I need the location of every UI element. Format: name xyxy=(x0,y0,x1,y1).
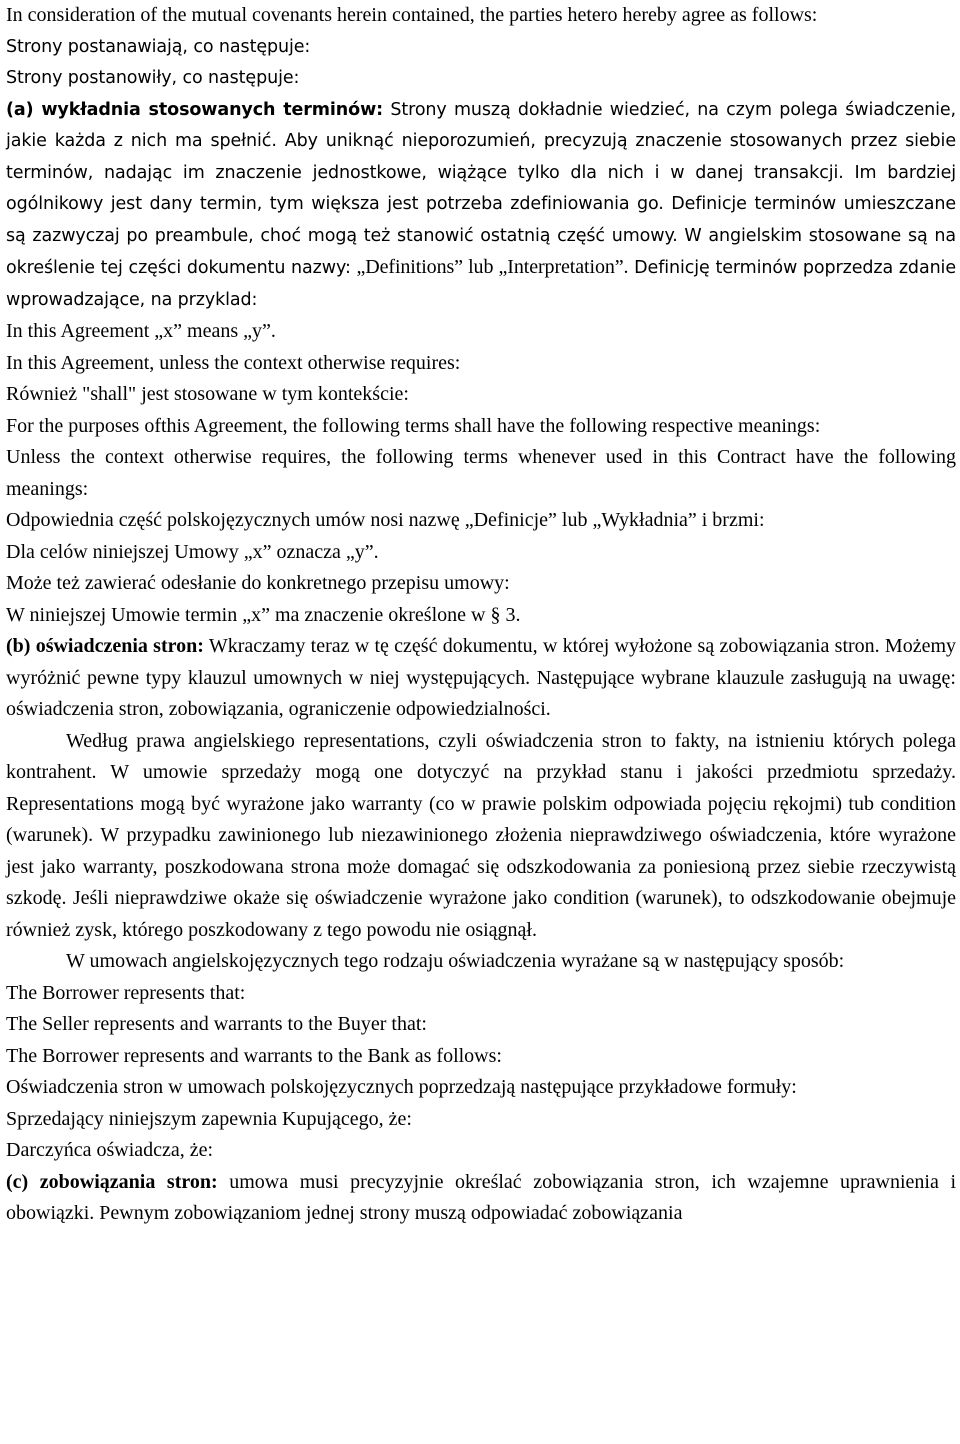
example-dla-celow: Dla celów niniejszej Umowy „x” oznacza „y”. xyxy=(6,540,379,563)
document-page xyxy=(6,0,956,1230)
section-a-heading: (a) wykładnia stosowanych terminów: xyxy=(6,99,384,120)
example-niniejszej-umowie: W niniejszej Umowie termin „x” ma znaczenie określone w § 3. xyxy=(6,603,521,626)
section-b-text: Wkraczamy teraz w tę część dokumentu, w której wyłożone są zobowiązania stron. Możemy wyróżnić pewne typy klauzul umownych w niej występujących. Następujące wybrane klauzule zasługują na uwagę: oświadczenia stron, zobowiązania, ograniczenie odpowiedzialności. xyxy=(6,635,957,720)
paragraph-covenants: In consideration of the mutual covenants herein contained, the parties hetero hereby agree as follows: xyxy=(6,4,818,26)
paragraph-shall: Również "shall" jest stosowane w tym kontekście: xyxy=(6,383,409,405)
example-borrower: The Borrower represents that: xyxy=(6,981,246,1004)
example-contract: Unless the context otherwise requires, the following terms whenever used in this Contract have the following meanings: xyxy=(6,446,956,500)
example-means: In this Agreement „x” means „y”. xyxy=(6,320,276,342)
section-c-text: umowa musi precyzyjnie określać zobowiązania stron, ich wzajemne uprawnienia i obowiązki. Pewnym zobowiązaniom jednej strony muszą odpowiadać zobowiązania xyxy=(6,1170,957,1224)
example-borrower-bank: The Borrower represents and warrants to the Bank as follows: xyxy=(6,1044,502,1067)
paragraph-formuly: Oświadczenia stron w umowach polskojęzycznych poprzedzają następujące przykładowe formuły: xyxy=(6,1076,797,1098)
paragraph-definicje: Odpowiednia część polskojęzycznych umów nosi nazwę „Definicje” lub „Wykładnia” i brzmi: xyxy=(6,509,765,531)
section-a-paragraph xyxy=(6,95,956,317)
paragraph-odeslanie: Może też zawierać odesłanie do konkretnego przepisu umowy: xyxy=(6,572,510,594)
example-seller: The Seller represents and warrants to the Buyer that: xyxy=(6,1013,427,1035)
section-a-tail: Definicję terminów poprzedza zdanie wprowadzające, na przyklad: xyxy=(6,258,956,310)
section-b-paragraph xyxy=(6,631,956,726)
section-a-quote: „Definitions” lub „Interpretation”. xyxy=(356,256,629,278)
paragraph-postanawiaja: Strony postanawiają, co następuje: xyxy=(6,36,311,57)
section-c-heading: (c) zobowiązania stron: xyxy=(6,1170,218,1193)
section-a-text: Strony muszą dokładnie wiedzieć, na czym polega świadczenie, jakie każda z nich ma spełnić. Aby uniknąć nieporozumień, precyzują znaczenie stosowanych przez siebie terminów, nadając im znaczenie jednostkowe, wiążące tylko dla nich i w danej transakcji. Im bardziej ogólnikowy jest dany termin, tym większa jest potrzeba zdefiniowania go. Definicje terminów umieszczane są zazwyczaj po preambule, choć mogą też stanowić ostatnią część umowy. W angielskim stosowane są na określenie tej części dokumentu nazwy: xyxy=(6,99,956,278)
paragraph-postanowily: Strony postanowiły, co następuje: xyxy=(6,68,300,88)
section-b-heading: (b) oświadczenia stron: xyxy=(6,635,204,657)
example-unless: In this Agreement, unless the context otherwise requires: xyxy=(6,351,461,374)
section-c-paragraph xyxy=(6,1167,956,1230)
paragraph-representations: Według prawa angielskiego representations, czyli oświadczenia stron to fakty, na istnieniu których polega kontrahent. W umowie sprzedaży mogą one dotyczyć na przykład stanu i jakości przedmiotu sprzedaży. Representations mogą być wyrażone jako warranty (co w prawie polskim odpowiada pojęciu rękojmi) tub condition (warunek). W przypadku zawinionego lub niezawinionego złożenia nieprawdziwego oświadczenia, które wyrażone jest jako warranty, poszkodowana strona może domagać się odszkodowania za poniesioną przez siebie rzeczywistą szkodę. Jeśli nieprawdziwe okaże się oświadczenie wyrażone jako condition (warunek), to odszkodowanie obejmuje również zysk, którego poszkodowany z tego powodu nie osiągnął. xyxy=(6,729,956,941)
example-darczynca: Darczyńca oświadcza, że: xyxy=(6,1139,214,1161)
example-purposes: For the purposes ofthis Agreement, the following terms shall have the following respective meanings: xyxy=(6,414,821,437)
example-sprzedajacy: Sprzedający niniejszym zapewnia Kupującego, że: xyxy=(6,1107,412,1130)
paragraph-angielskojezyczne: W umowach angielskojęzycznych tego rodzaju oświadczenia wyrażane są w następujący sposób: xyxy=(66,950,845,972)
